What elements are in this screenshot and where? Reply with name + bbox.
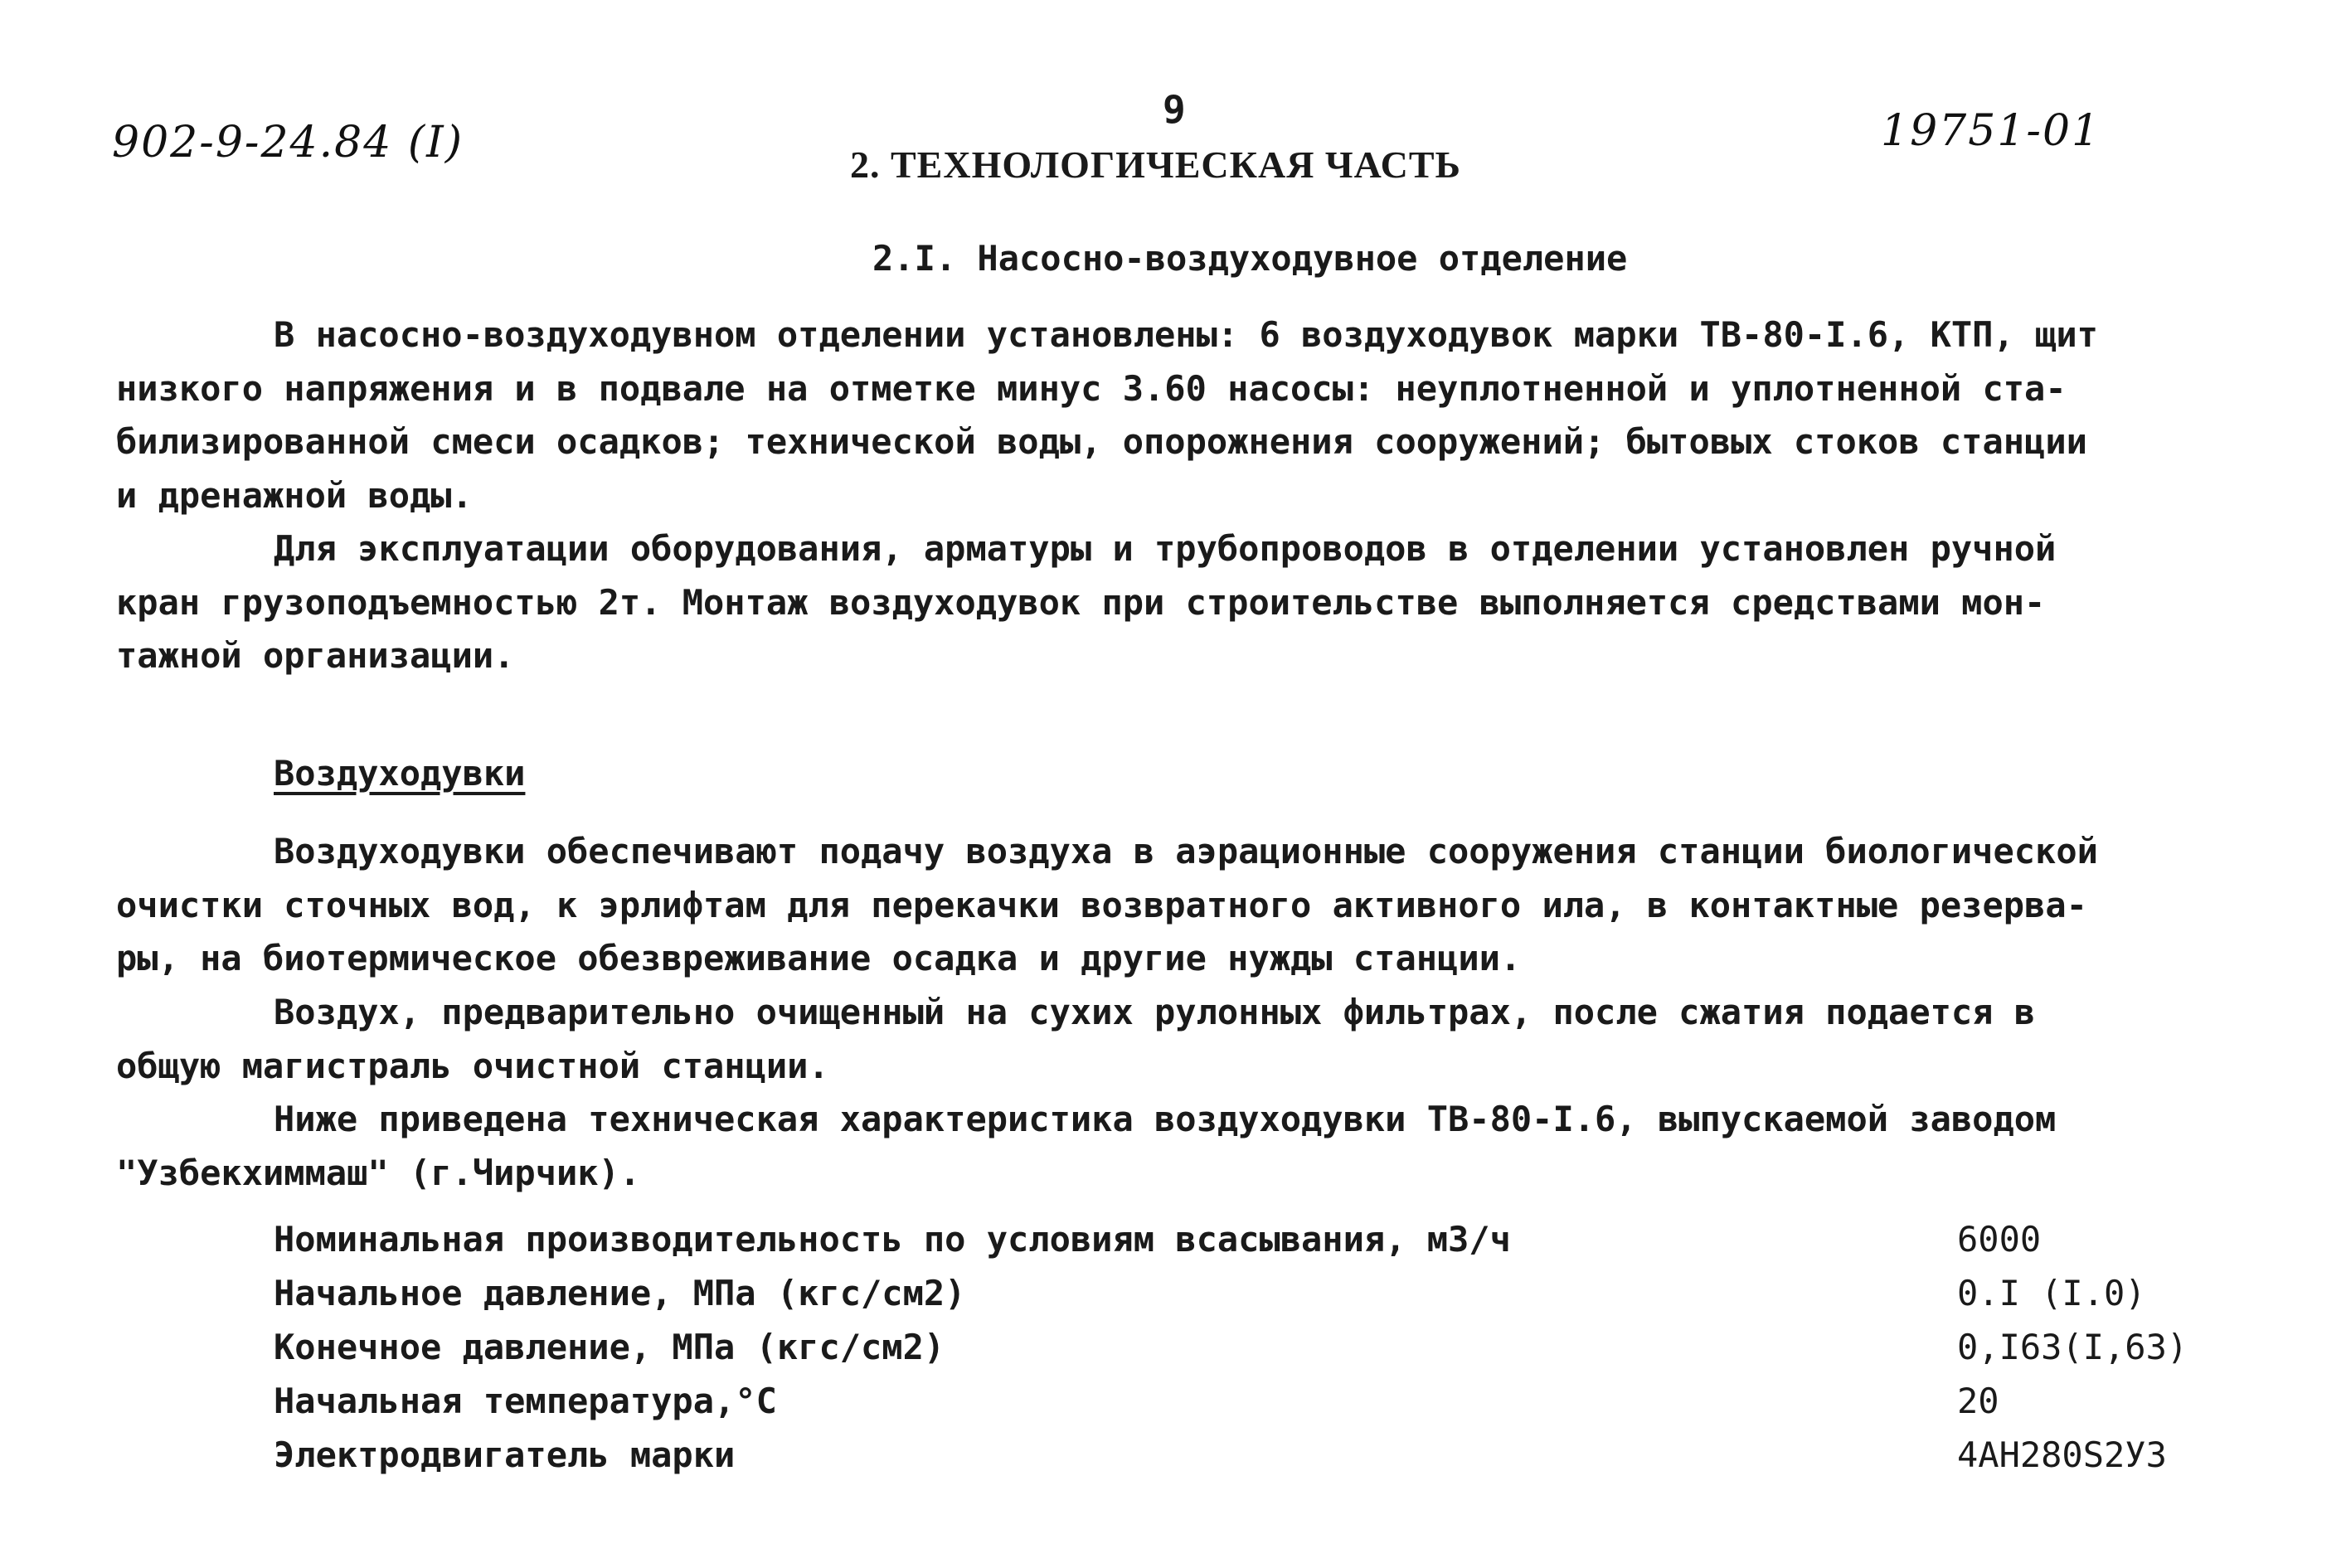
text-line: общую магистраль очистной станции.	[116, 1045, 829, 1086]
spec-label: Конечное давление, МПа (кгс/см2)	[274, 1327, 945, 1367]
spec-row	[274, 1428, 2247, 1482]
spec-row	[274, 1266, 2247, 1320]
text-line: Воздух, предварительно очищенный на сухих рулонных фильтрах, после сжатия подается в	[274, 992, 2036, 1032]
text-line: и дренажной воды.	[116, 474, 473, 516]
subsection-title: 2.I. Насосно-воздуходувное отделение	[872, 238, 1628, 279]
text-line: Воздуходувки обеспечивают подачу воздуха в аэрационные сооружения станции биологической	[274, 831, 2098, 871]
handwritten-document-number: 19751-01	[1881, 106, 2101, 156]
spec-label: Начальное давление, МПа (кгс/см2)	[274, 1273, 966, 1313]
spec-row	[274, 1374, 2247, 1428]
paragraph-specs-intro	[116, 1093, 2272, 1200]
spec-label: Электродвигатель марки	[274, 1435, 736, 1475]
text-line: ры, на биотермическое обезвреживание осадка и другие нужды станции.	[116, 938, 1522, 978]
spec-value: 0,I63(I,63)	[1957, 1327, 2188, 1367]
blowers-heading: Воздуходувки	[274, 753, 526, 794]
spec-row	[274, 1212, 2247, 1266]
paragraph-air-filtering	[116, 986, 2272, 1093]
spec-value: 4АН280S2У3	[1957, 1435, 2167, 1475]
spec-value: 0.I (I.0)	[1957, 1273, 2146, 1313]
handwritten-document-code: 902-9-24.84 (I)	[112, 118, 464, 167]
specs-table	[274, 1212, 2247, 1482]
paragraph-blowers-purpose	[116, 825, 2272, 986]
paragraph-equipment	[116, 308, 2272, 522]
page-number: 9	[1163, 87, 1186, 132]
text-line: кран грузоподъемностью 2т. Монтаж воздуходувок при строительстве выполняется средствами мон-	[116, 581, 2046, 623]
section-title: 2. ТЕХНОЛОГИЧЕСКАЯ ЧАСТЬ	[850, 143, 1461, 186]
text-line: Ниже приведена техническая характеристика воздуходувки ТВ-80-I.6, выпускаемой заводом	[274, 1099, 2057, 1139]
spec-value: 20	[1957, 1381, 1999, 1421]
spec-value: 6000	[1957, 1219, 2042, 1260]
text-line: В насосно-воздуходувном отделении установлены: 6 воздуходувок марки ТВ-80-I.6, КТП, щит	[274, 314, 2098, 355]
text-line: "Узбекхиммаш" (г.Чирчик).	[116, 1152, 641, 1193]
spec-label: Номинальная производительность по условиям всасывания, м3/ч	[274, 1219, 1511, 1260]
paragraph-crane	[116, 522, 2272, 683]
text-line: низкого напряжения и в подвале на отметке минус 3.60 насосы: неуплотненной и уплотненной ста-	[116, 367, 2067, 409]
spec-label: Начальная температура,°С	[274, 1381, 777, 1421]
spec-row	[274, 1320, 2247, 1374]
text-line: тажной организации.	[116, 635, 515, 676]
text-line: очистки сточных вод, к эрлифтам для перекачки возвратного активного ила, в контактные резерва-	[116, 884, 2087, 925]
text-line: Для эксплуатации оборудования, арматуры и трубопроводов в отделении установлен ручной	[274, 528, 2057, 569]
text-line: билизированной смеси осадков; технической воды, опорожнения сооружений; бытовых стоков станции	[116, 421, 2087, 462]
